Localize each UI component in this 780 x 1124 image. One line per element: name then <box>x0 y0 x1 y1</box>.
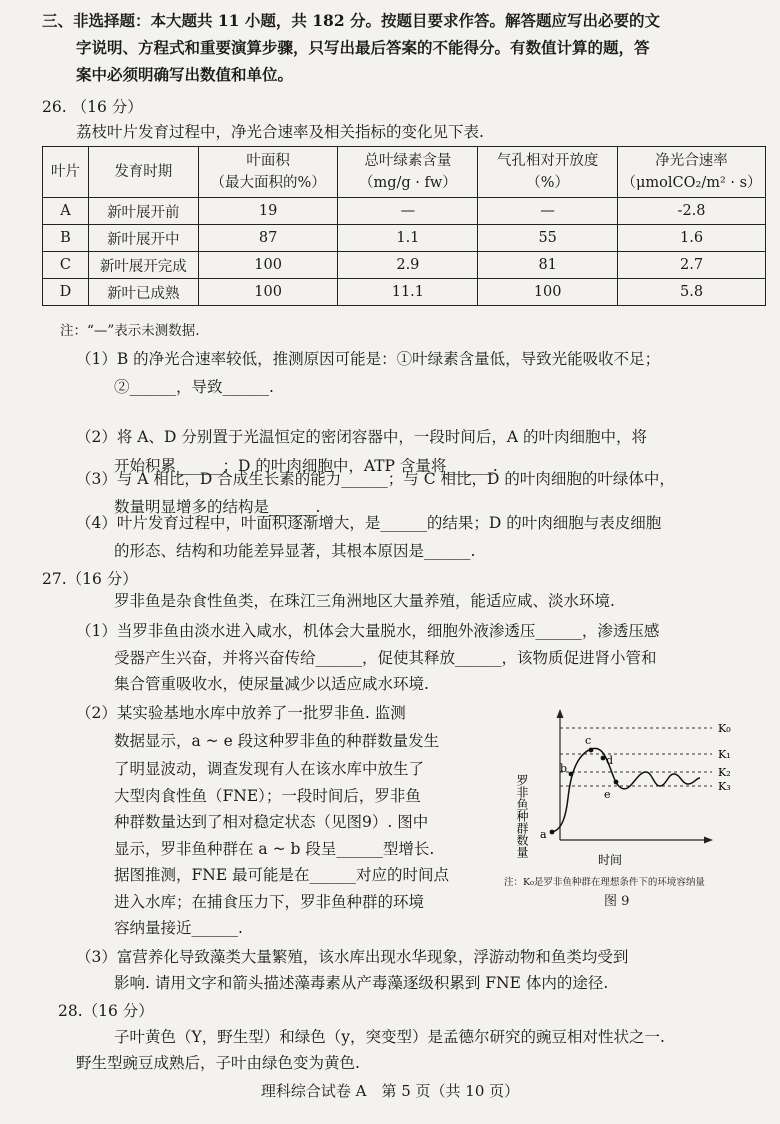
table-cell: — <box>338 198 478 225</box>
q26-part4-line1: （4）叶片发育过程中，叶面积逐渐增大，是______的结果；D 的叶肉细胞与表皮细胞 <box>76 514 662 532</box>
table-cell: 1.6 <box>618 225 766 252</box>
table-row <box>43 225 766 252</box>
header-stomata: 气孔相对开放度 （%） <box>478 147 618 198</box>
population-curve <box>552 748 700 832</box>
page-footer: 理科综合试卷 A 第 5 页（共 10 页） <box>260 1082 520 1100</box>
table-cell: 87 <box>198 225 338 252</box>
level-k3: K₃ <box>718 780 731 793</box>
q27-part2-line: 数据显示，a ~ e 段这种罗非鱼的种群数量发生 <box>114 732 440 750</box>
figure-9-population-curve <box>500 706 770 872</box>
figure-x-arrow <box>704 837 713 844</box>
table-cell: 2.9 <box>338 252 478 279</box>
q27-part2-line: 了明显波动，调查发现有人在该水库中放生了 <box>114 760 425 778</box>
q26-intro: 荔枝叶片发育过程中，净光合速率及相关指标的变化见下表. <box>76 123 484 141</box>
table-cell: 81 <box>478 252 618 279</box>
table-cell: 新叶展开中 <box>88 225 198 252</box>
table-cell: 5.8 <box>618 279 766 306</box>
table-cell: B <box>43 225 89 252</box>
table-row <box>43 252 766 279</box>
point-a <box>550 830 555 835</box>
figure-y-arrow <box>557 709 564 718</box>
header-chlorophyll: 总叶绿素含量 （mg/g · fw） <box>338 147 478 198</box>
table-cell: 11.1 <box>338 279 478 306</box>
q26-part1-line1: （1）B 的净光合速率较低，推测原因可能是：①叶绿素含量低，导致光能吸收不足； <box>76 350 661 368</box>
point-e <box>614 780 619 785</box>
table-cell: D <box>43 279 89 306</box>
section-line-2: 字说明、方程式和重要演算步骤，只写出最后答案的不能得分。有数值计算的题，答 <box>76 38 650 57</box>
q27-part1-line3: 集合管重吸收水，使尿量减少以适应咸水环境. <box>114 675 429 693</box>
point-b <box>569 772 574 777</box>
q26-part2-line1: （2）将 A、D 分别置于光温恒定的密闭容器中，一段时间后，A 的叶肉细胞中，将 <box>76 428 647 446</box>
table-row <box>43 198 766 225</box>
figure-xlabel: 时间 <box>598 853 623 867</box>
table-header-row <box>43 147 766 198</box>
table-cell: 2.7 <box>618 252 766 279</box>
header-leaf: 叶片 <box>43 147 89 198</box>
q27-part2-line: 种群数量达到了相对稳定状态（见图9）. 图中 <box>114 813 429 831</box>
q27-part1-line2: 受器产生兴奋，并将兴奋传给______，促使其释放______，该物质促进肾小管和 <box>114 649 657 667</box>
table-note: 注：“—”表示未测数据. <box>60 323 200 339</box>
table-cell: -2.8 <box>618 198 766 225</box>
q26-number: 26. （16 分） <box>42 98 143 116</box>
q27-part2-line: 进入水库；在捕食压力下，罗非鱼种群的环境 <box>114 893 425 911</box>
label-b: b <box>560 762 568 775</box>
section-line-1: 三、非选择题：本大题共 11 小题，共 182 分。按题目要求作答。解答题应写出必要的文 <box>42 11 661 30</box>
q26-part3-line1: （3）与 A 相比，D 合成生长素的能力______；与 C 相比，D 的叶肉细胞的叶绿体中， <box>76 470 675 488</box>
table-cell: 19 <box>198 198 338 225</box>
table-cell: 100 <box>198 252 338 279</box>
table-cell: A <box>43 198 89 225</box>
table-cell: 100 <box>198 279 338 306</box>
label-e: e <box>604 788 611 801</box>
q28-line1: 子叶黄色（Y，野生型）和绿色（y，突变型）是孟德尔研究的豌豆相对性状之一. <box>114 1028 665 1046</box>
point-d <box>601 756 606 761</box>
q28-number: 28.（16 分） <box>58 1002 154 1020</box>
level-k0: K₀ <box>718 722 731 735</box>
header-stage: 发育时期 <box>88 147 198 198</box>
q26-part2-line2: 开始积累______；D 的叶肉细胞中，ATP 含量将______. <box>114 457 498 475</box>
table-cell: 新叶展开前 <box>88 198 198 225</box>
figure-ylabel: 罗非鱼种群数量 <box>515 774 529 858</box>
leaf-data-table <box>42 146 766 306</box>
level-k1: K₁ <box>718 748 731 761</box>
table-cell: C <box>43 252 89 279</box>
q27-part2-line: （2）某实验基地水库中放养了一批罗非鱼. 监测 <box>76 704 406 722</box>
q27-part2-line: 据图推测，FNE 最可能是在______对应的时间点 <box>114 866 450 884</box>
q26-part3-line2: 数量明显增多的结构是______. <box>114 498 321 516</box>
table-cell: 新叶已成熟 <box>88 279 198 306</box>
q27-part2-line: 容纳量接近______. <box>114 919 243 937</box>
table-cell: 55 <box>478 225 618 252</box>
q27-part2-line: 大型肉食性鱼（FNE）；一段时间后，罗非鱼 <box>114 787 421 805</box>
q28-line2: 野生型豌豆成熟后，子叶由绿色变为黄色. <box>76 1054 360 1072</box>
q27-number: 27.（16 分） <box>42 570 138 588</box>
level-k2: K₂ <box>718 766 731 779</box>
label-d: d <box>606 754 614 767</box>
q26-part1-line2: ②______，导致______. <box>114 378 274 396</box>
table-row <box>43 279 766 306</box>
table-cell: 新叶展开完成 <box>88 252 198 279</box>
table-cell: 100 <box>478 279 618 306</box>
figure-caption: 图 9 <box>604 894 630 909</box>
q27-part3-line1: （3）富营养化导致藻类大量繁殖，该水库出现水华现象，浮游动物和鱼类均受到 <box>76 948 629 966</box>
figure-note: 注：K₀是罗非鱼种群在理想条件下的环境容纳量 <box>504 877 705 888</box>
header-photosynthesis: 净光合速率 （μmolCO₂/m² · s） <box>618 147 766 198</box>
table-cell: — <box>478 198 618 225</box>
section-line-3: 案中必须明确写出数值和单位。 <box>76 65 294 84</box>
q27-part1-line1: （1）当罗非鱼由淡水进入咸水，机体会大量脱水，细胞外液渗透压______，渗透压感 <box>76 622 660 640</box>
point-c <box>589 748 594 753</box>
q27-part3-line2: 影响. 请用文字和箭头描述藻毒素从产毒藻逐级积累到 FNE 体内的途径. <box>114 974 609 992</box>
header-leaf-area: 叶面积 （最大面积的%） <box>198 147 338 198</box>
table-cell: 1.1 <box>338 225 478 252</box>
label-c: c <box>585 734 592 747</box>
q27-intro: 罗非鱼是杂食性鱼类，在珠江三角洲地区大量养殖，能适应咸、淡水环境. <box>114 592 615 610</box>
q27-part2-line: 显示，罗非鱼种群在 a ~ b 段呈______型增长. <box>114 840 435 858</box>
q26-part4-line2: 的形态、结构和功能差异显著，其根本原因是______. <box>114 542 476 560</box>
label-a: a <box>540 828 547 841</box>
